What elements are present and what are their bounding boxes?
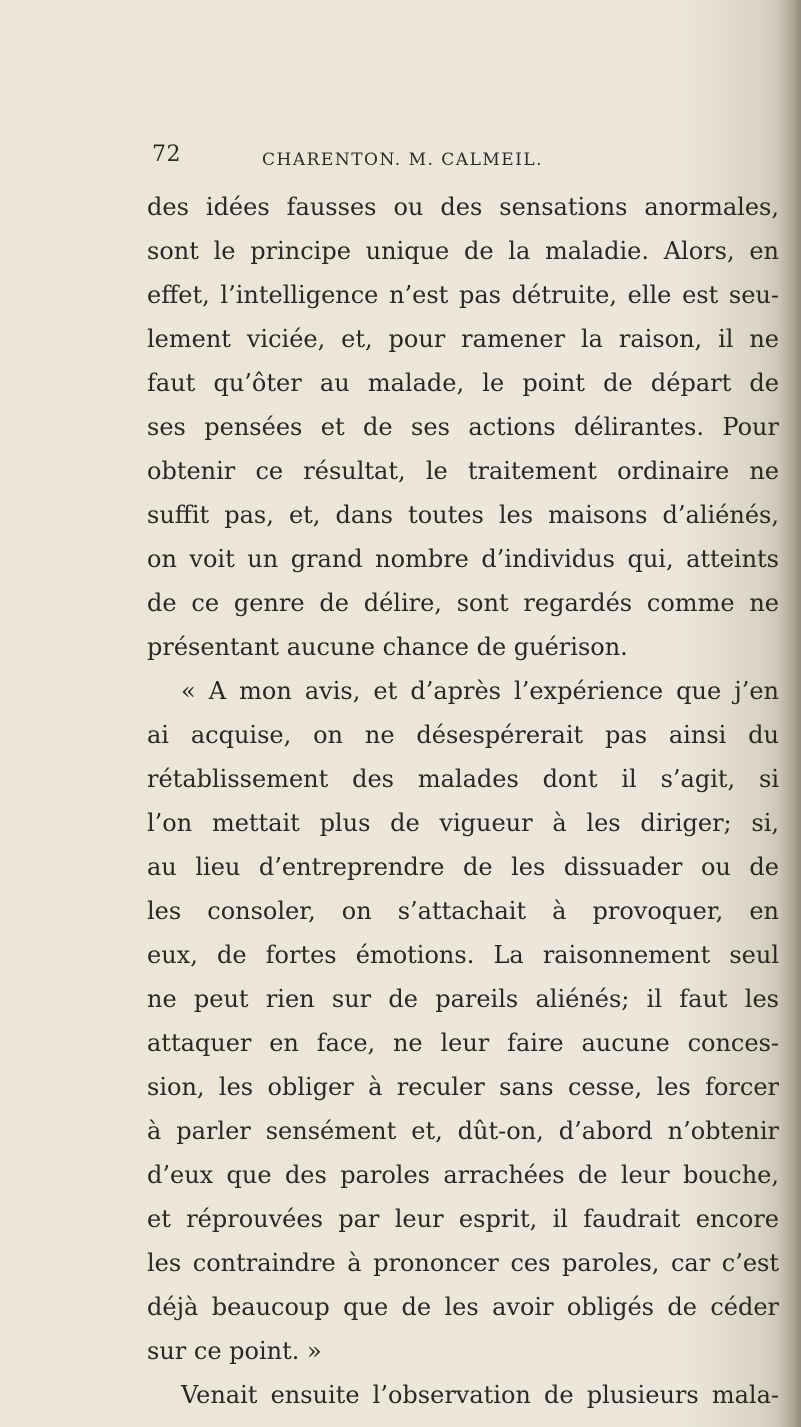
text-line: d’eux que des paroles arrachées de leur bouche, — [147, 1161, 779, 1189]
running-head: CHARENTON. M. CALMEIL. — [262, 150, 544, 170]
text-line: ai acquise, on ne désespérerait pas ainsi du — [147, 721, 779, 749]
text-line: les consoler, on s’attachait à provoquer, en — [147, 897, 779, 925]
text-line: et réprouvées par leur esprit, il faudrait encore — [147, 1205, 779, 1233]
text-line: sont le principe unique de la maladie. Alors, en — [147, 237, 779, 265]
text-line: des idées fausses ou des sensations anormales, — [147, 193, 779, 221]
text-line: ne peut rien sur de pareils aliénés; il faut les — [147, 985, 779, 1013]
text-line: lement viciée, et, pour ramener la raison, il ne — [147, 325, 779, 353]
text-line: déjà beaucoup que de les avoir obligés de céder — [147, 1293, 779, 1321]
text-line: de ce genre de délire, sont regardés comme ne — [147, 589, 779, 617]
page-number: 72 — [152, 142, 181, 167]
text-line: l’on mettait plus de vigueur à les diriger; si, — [147, 809, 779, 837]
text-line: « A mon avis, et d’après l’expérience que j’en — [181, 677, 779, 705]
text-line: présentant aucune chance de guérison. — [147, 633, 628, 661]
text-line: ses pensées et de ses actions délirantes. Pour — [147, 413, 779, 441]
text-line: faut qu’ôter au malade, le point de départ de — [147, 369, 779, 397]
text-line: effet, l’intelligence n’est pas détruite, elle est seu- — [147, 281, 779, 309]
text-line: sur ce point. » — [147, 1337, 322, 1365]
text-line: au lieu d’entreprendre de les dissuader ou de — [147, 853, 779, 881]
page-header — [0, 142, 801, 182]
body-text — [147, 185, 779, 1417]
text-line: rétablissement des malades dont il s’agit, si — [147, 765, 779, 793]
text-line: les contraindre à prononcer ces paroles, car c’est — [147, 1249, 779, 1277]
text-line: à parler sensément et, dût-on, d’abord n’obtenir — [147, 1117, 779, 1145]
page-edge-shadow — [779, 0, 801, 1427]
text-line: obtenir ce résultat, le traitement ordinaire ne — [147, 457, 779, 485]
text-line: on voit un grand nombre d’individus qui, atteints — [147, 545, 779, 573]
text-line: suffit pas, et, dans toutes les maisons d’aliénés, — [147, 501, 779, 529]
text-line: eux, de fortes émotions. La raisonnement seul — [147, 941, 779, 969]
text-line: Venait ensuite l’observation de plusieurs mala- — [181, 1381, 779, 1409]
text-line: attaquer en face, ne leur faire aucune conces- — [147, 1029, 779, 1057]
text-line: sion, les obliger à reculer sans cesse, les forcer — [147, 1073, 779, 1101]
